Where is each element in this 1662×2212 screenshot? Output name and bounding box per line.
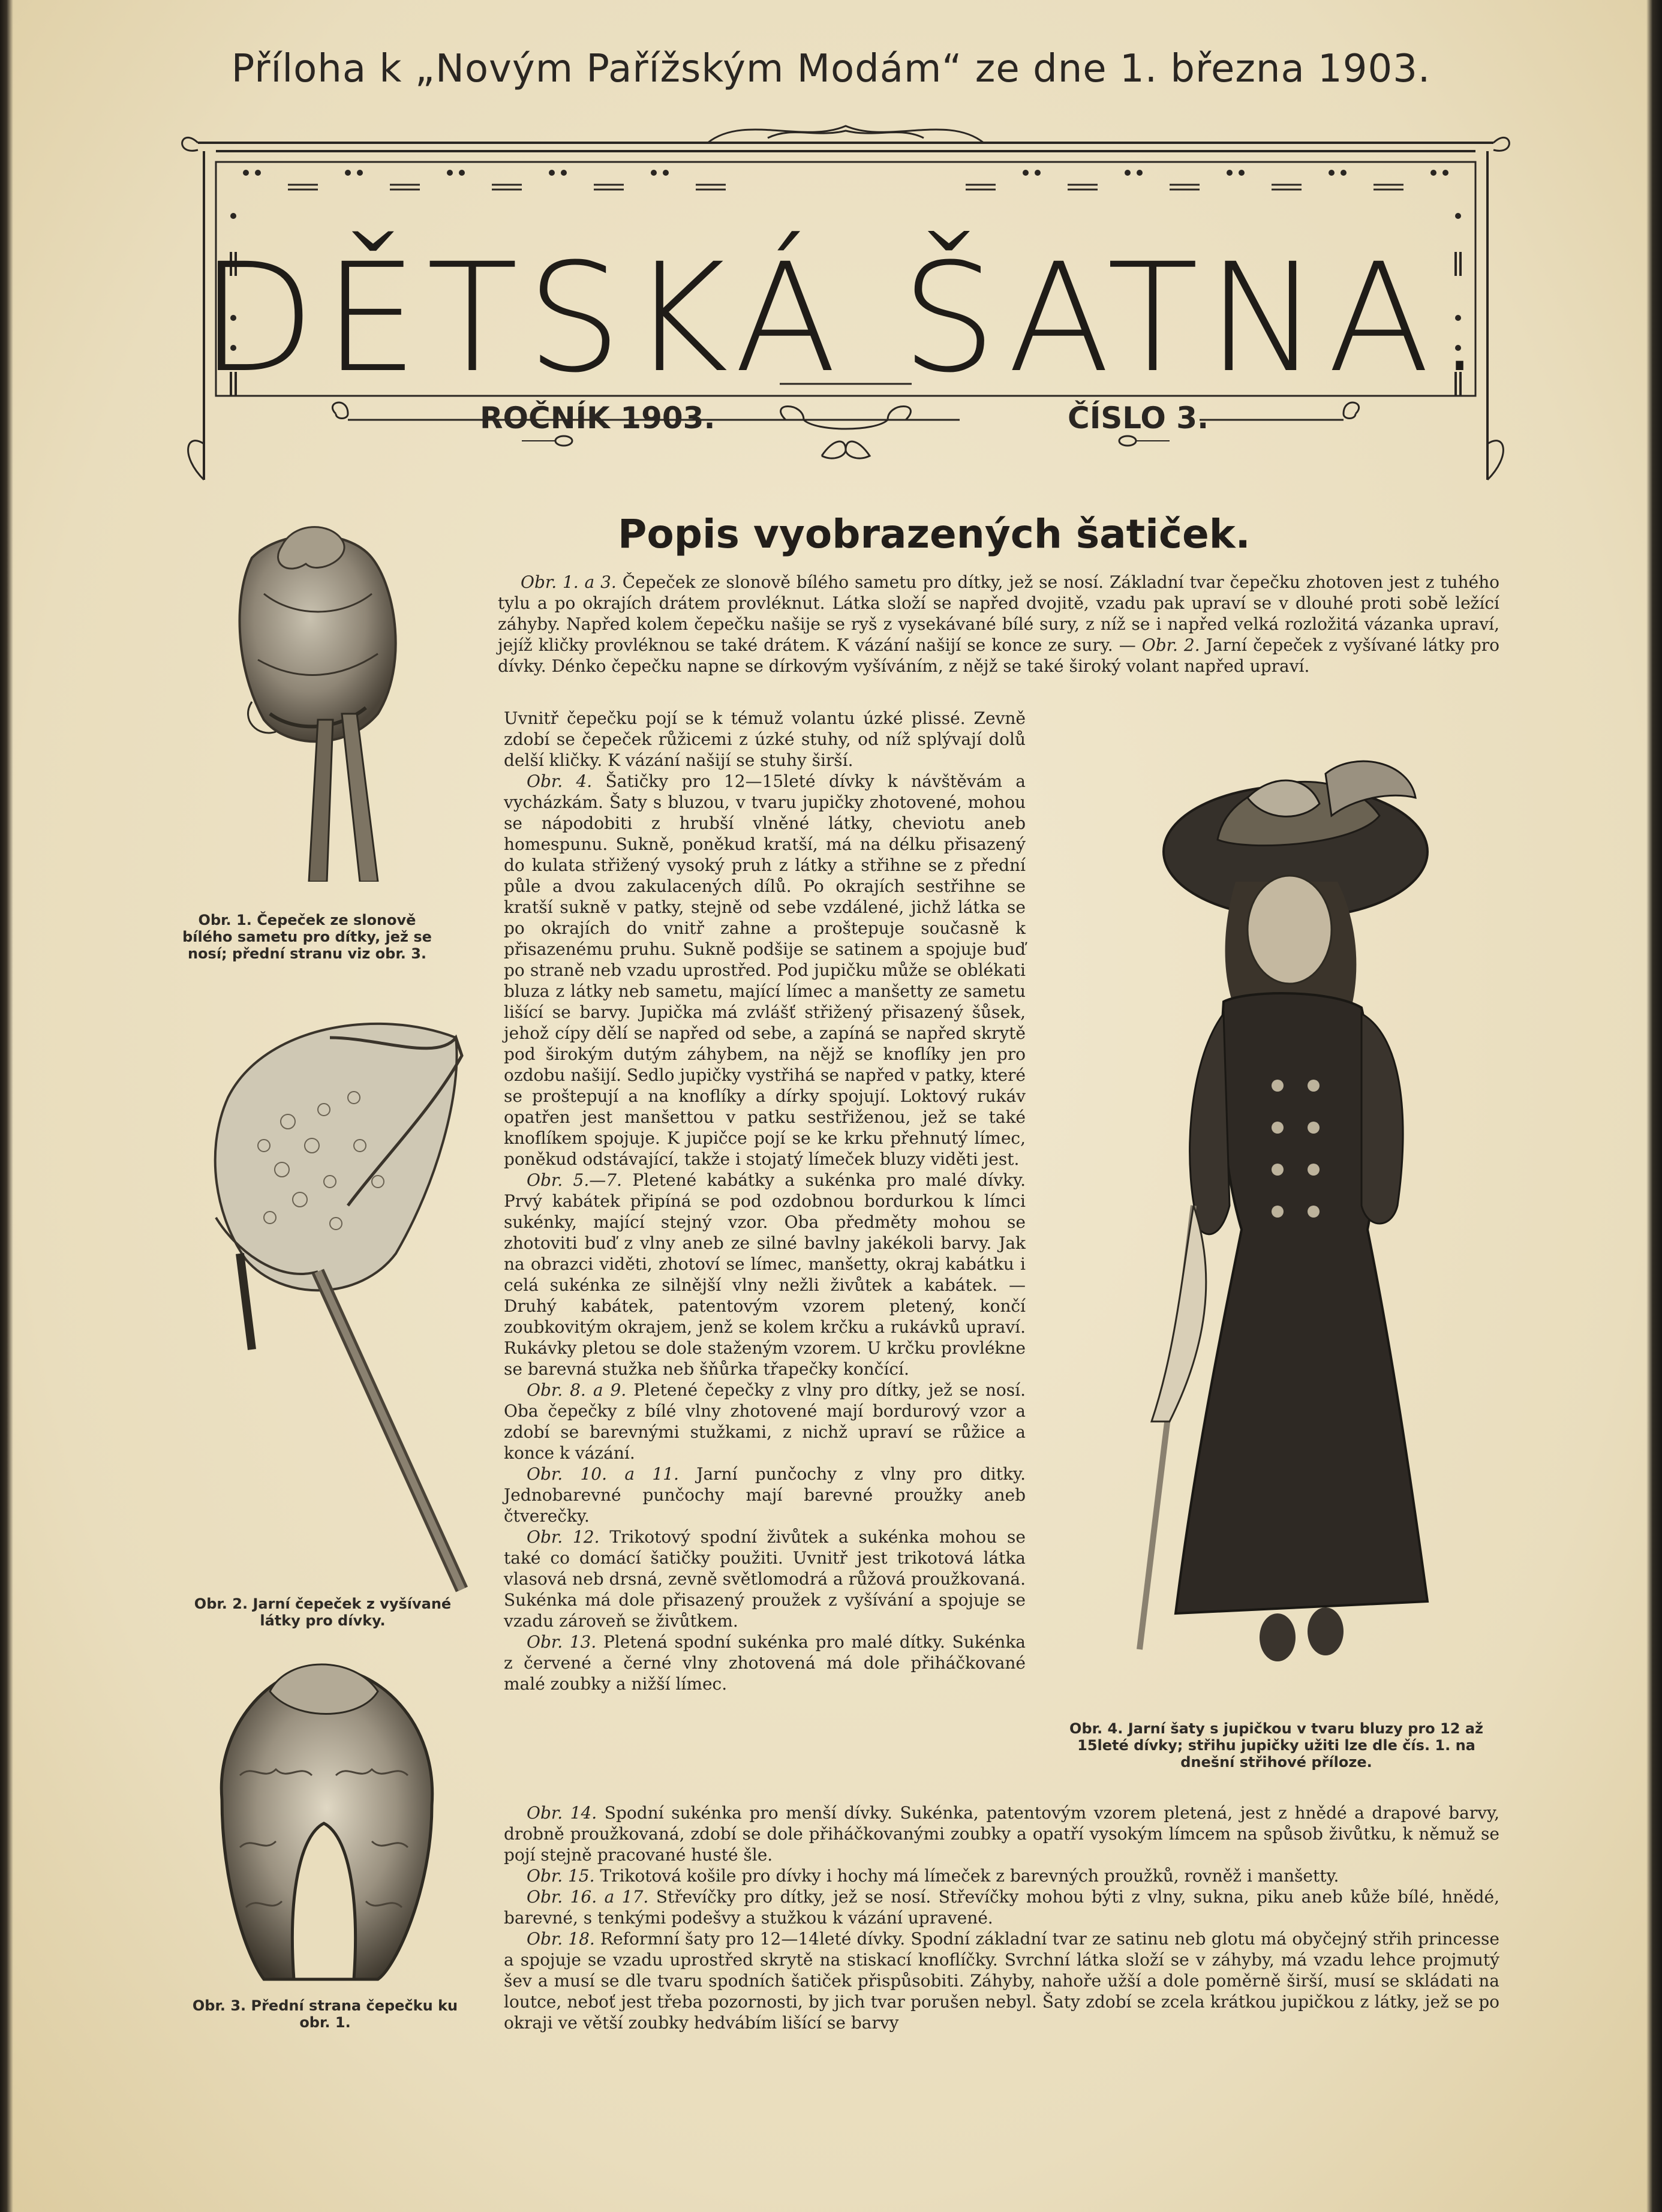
paragraph-text: Jarní čepeček z vyšívané látky pro dívky. Dénko čepečku napne se dírkovým vyšíváním, z nějž se také široký volant napřed upraví. [498, 635, 1499, 676]
figure-ref: Obr. 4. [527, 771, 593, 791]
paragraph-text: Reformní šaty pro 12—14leté dívky. Spodní základní tvar ze satinu neb glotu má obyčejný střih princesse a spojuje se vzadu uprostřed skrytě na stiskací knoflíčky. Svrchní látka složí se v záhyby, má vzadu lehce projmutý šev a musí se dle tvaru spodních šatiček přispůsobiti. Záhyby, nahoře užší a dole poměrně širší, musí se skládati na loutce, neboť jest třeba pozornosti, by jich tvar porušen nebyl. Šaty zdobí se zcela krátkou jupičkou z látky, jež se po okraji ve větší zoubky hedvábím lišící se barvy [504, 1929, 1499, 2033]
text-top-block [498, 572, 1499, 677]
paragraph-text: Střevíčky pro dítky, jež se nosí. Střevíčky mohou býti z vlny, sukna, piku aneb kůže bílé, hnědé, barevné, s tenkými podešvy a stužkou k vázání upravené. [504, 1887, 1499, 1928]
figure-ref: Obr. 8. a 9. [527, 1380, 627, 1400]
text-middle-column [504, 708, 1026, 1694]
paragraph-obr-8-9 [504, 1380, 1026, 1463]
masthead-volume: ROČNÍK 1903. [480, 401, 716, 435]
paragraph-text: Pletená spodní sukénka pro malé dítky. Sukénka z červené a černé vlny zhotovená má dole přiháčkované malé zoubky a nižší límec. [504, 1632, 1026, 1694]
figure-ref: Obr. 10. a 11. [527, 1464, 679, 1484]
paragraph-text: Šatičky pro 12—15leté dívky k návštěvám a vycházkám. Šaty s bluzou, v tvaru jupičky zhotovené, mohou se nápodobiti z hrubší vlněné látky, cheviotu aneb homespunu. Sukně, poněkud kratší, má na délku přisazený do kulata střižený vysoký pruh z látky a střihne se z přední půle a dvou zakulacených dílů. Po okrajích sestřihne se kratší sukně v patky, stejně od sebe vzdálené, jichž látka se po okrajích do vnitř zahne a proštepuje současně k přisazenému pruhu. Sukně podšije se satinem a spojuje buď po straně neb vzadu uprostřed. Pod jupičku může se oblékati bluza z látky neb sametu, mající límec a manšetty ze sametu lišící se barvy. Jupička má zvlášť střižený přisazený šůsek, jehož cípy dělí se napřed od sebe, a zapíná se napřed skrytě pod širokým dutým záhybem, na nějž se knoflíky jen pro ozdobu našijí. Sedlo jupičky vystřihá se napřed v patky, které se proštepují a na knoflíky a dírky spojují. Loktový rukáv opatřen jest manšettou v patku sestřiženou, jež se také knoflíkem spojuje. K jupičce pojí se ke krku přehnutý límec, poněkud odstávající, takže i stojatý límeček bluzy viděti jest. [504, 771, 1026, 1169]
figure-3-caption: Obr. 3. Přední strana čepečku ku obr. 1. [192, 1997, 458, 2031]
figure-1-bonnet-back [198, 522, 438, 882]
paragraph-obr-4 [504, 771, 1026, 1170]
masthead-title: DĚTSKÁ ŠATNA. [199, 231, 1492, 405]
figure-4-caption: Obr. 4. Jarní šaty s jupičkou v tvaru bluzy pro 12 až 15leté dívky; střihu jupičky užiti lze dle čís. 1. na dnešní střihové příloze. [1069, 1720, 1483, 1771]
supplement-line: Příloha k „Novým Pařížským Modám“ ze dne 1. března 1903. [231, 47, 1431, 91]
paragraph-text: Trikotový spodní živůtek a sukénka mohou se také co domácí šatičky použiti. Uvnitř jest trikotová látka vlasová neb drsná, zevně světlomodrá a růžová proužkovaná. Sukénka má dole přisazený proužek z vyšívání a spojuje se vzadu zároveň se živůtkem. [504, 1527, 1026, 1631]
figure-ref: Obr. 18. [527, 1929, 595, 1949]
figure-ref: Obr. 13. [527, 1632, 597, 1652]
scan-edge-left [0, 0, 13, 2212]
paragraph-text: Čepeček ze slonově bílého sametu pro dítky, jež se nosí. Základní tvar čepečku zhotoven jest z tuhého tylu a po okrajích drátem provléknut. Látka složí se napřed dvojitě, vzadu pak upraví se v dlouhé proti sobě ležící záhyby. Napřed kolem čepečku našije se ryš z vysekávané bílé sury, z níž se i napřed velká rozložitá vázanka upraví, jejíž kličky provléknou se také drátem. K vázání našijí se konce ze sury. — [498, 572, 1499, 655]
figure-2-caption: Obr. 2. Jarní čepeček z vyšívané látky pro dívky. [194, 1595, 452, 1629]
paragraph-obr-12 [504, 1526, 1026, 1631]
paragraph-obr-1-3 [498, 572, 1499, 677]
paragraph-text: Pletené kabátky a sukénka pro malé dívky. Prvý kabátek připíná se pod ozdobnou bordurkou k límci sukénky, mající stejný vzor. Oba předměty mohou se zhotoviti buď z vlny aneb ze silné bavlny jakékoli barvy. Jak na obrazci viděti, zhotoví se límec, manšetty, okraj kabátku i celá sukénka ze silnější vlny nežli živůtek a kabátek. — Druhý kabátek, patentovým vzorem pletený, končí zoubkovitým okrajem, jenž se kolem krčku a rukávků upraví. Rukávky pletou se dole staženým vzorem. U krčku provlékne se barevná stužka neb šňůrka třapečky končící. [504, 1170, 1026, 1379]
paragraph-obr-13 [504, 1631, 1026, 1694]
paragraph-text: Pletené čepečky z vlny pro dítky, jež se nosí. Oba čepečky z bílé vlny zhotovené mají bordurový vzor a zdobí se barevnými stužkami, z nichž upraví se růžice a konce k vázání. [504, 1380, 1026, 1463]
figure-3-bonnet-front [198, 1655, 450, 1991]
paragraph-text: Spodní sukénka pro menší dívky. Sukénka, patentovým vzorem pletená, jest z hnědé a drapové barvy, drobně proužkovaná, zdobí se dole přiháčkovanými zoubky a opatří vysokým límcem na spůsob živůtku, k němuž se pojí stejně pracované husté šle. [504, 1803, 1499, 1865]
embroidered-bonnet-illustration [180, 1002, 474, 1601]
figure-2-embroidered-bonnet [180, 1002, 474, 1601]
bonnet-front-illustration [198, 1655, 450, 1991]
figure-4-girl-in-spring-dress [1128, 750, 1475, 1685]
paragraph-text: Trikotová košile pro dívky i hochy má límeček z barevných proužků, rovněž i manšetty. [594, 1866, 1339, 1886]
figure-ref: Obr. 14. [527, 1803, 597, 1823]
masthead-issue: ČÍSLO 3. [1068, 401, 1209, 435]
figure-ref: Obr. 5.—7. [527, 1170, 622, 1190]
paragraph-obr-16-17 [504, 1886, 1499, 1928]
paragraph-obr-18 [504, 1928, 1499, 2033]
scan-edge-right [1646, 0, 1662, 2212]
article-heading: Popis vyobrazených šatiček. [618, 511, 1251, 557]
bonnet-back-illustration [198, 522, 438, 882]
figure-ref: Obr. 1. a 3. [521, 572, 617, 592]
girl-illustration [1128, 750, 1475, 1685]
paragraph-continuation [504, 708, 1026, 771]
paragraph-obr-5-7 [504, 1170, 1026, 1380]
paragraph-text: Jarní punčochy z vlny pro ditky. Jednobarevné punčochy mají barevné proužky aneb čtverečky. [504, 1464, 1026, 1526]
figure-ref: Obr. 12. [527, 1527, 600, 1547]
paragraph-obr-10-11 [504, 1463, 1026, 1526]
masthead [180, 120, 1511, 492]
figure-ref: Obr. 16. a 17. [527, 1887, 649, 1907]
paragraph-text: Uvnitř čepečku pojí se k témuž volantu úzké plissé. Zevně zdobí se čepeček růžicemi z úzké stuhy, od níž splývají dolů delší kličky. K vázání našijí se stuhy širší. [504, 708, 1026, 770]
figure-1-caption: Obr. 1. Čepeček ze slonově bílého sametu pro dítky, jež se nosí; přední stranu viz obr. 3. [182, 912, 432, 962]
figure-ref: Obr. 15. [527, 1866, 595, 1886]
text-bottom-block [504, 1802, 1499, 2033]
figure-ref: Obr. 2. [1141, 635, 1200, 655]
paragraph-obr-14 [504, 1802, 1499, 1865]
paragraph-obr-15 [504, 1865, 1499, 1886]
